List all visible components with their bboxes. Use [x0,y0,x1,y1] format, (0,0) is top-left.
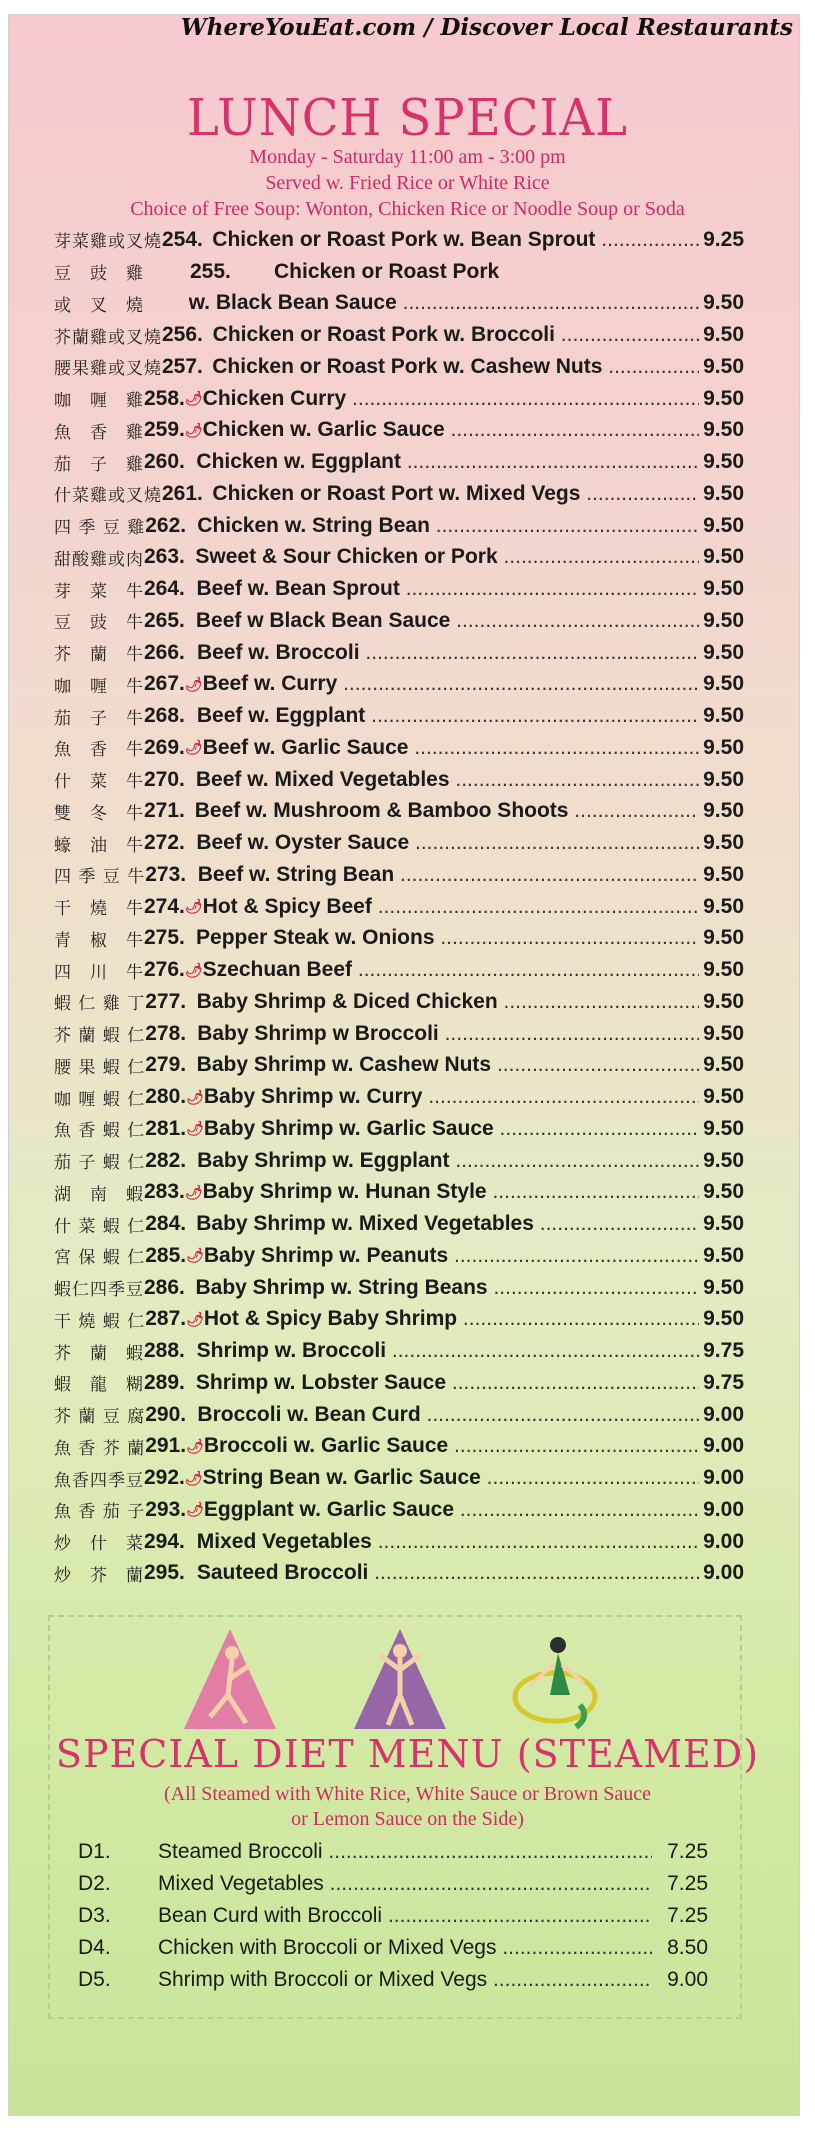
menu-item [54,1145,744,1177]
item-price: 9.50 [703,831,744,855]
item-price: 9.00 [703,1561,744,1585]
diet-item-name: Steamed Broccoli ..... [158,1840,652,1864]
diet-item-price: 7.25 [667,1840,708,1863]
menu-item [54,1240,744,1272]
menu-item [54,1113,744,1145]
diet-menu-item [78,1900,708,1932]
item-name: Chicken w. String Bean ..... [197,514,699,538]
item-chinese-name: 芽菜雞或叉燒 [54,232,162,253]
lunch-served: Served w. Fried Rice or White Rice [265,172,550,194]
item-number: 261. [162,481,203,505]
spicy-pepper-icon: 🌶 [186,1310,204,1327]
item-number: 273. [145,862,187,886]
item-price: 9.50 [703,799,744,823]
item-chinese-name: 蝦 仁 雞 丁 [54,994,146,1015]
item-number: 295. [144,1561,185,1585]
item-number: 258. [144,386,185,410]
menu-item [54,605,744,637]
item-chinese-name: 干 燒 蝦 仁 [54,1311,146,1332]
menu-item [54,415,744,447]
item-chinese-name: 芥蘭雞或叉燒 [54,327,162,348]
item-chinese-name: 干 燒 牛 [54,899,144,920]
spicy-pepper-icon: 🌶 [184,1183,203,1200]
item-number: 264. [144,577,185,601]
menu-item [54,351,744,383]
item-name: Baby Shrimp w. Mixed Vegetables ..... [196,1212,699,1236]
item-price: 9.50 [703,704,744,728]
item-price: 9.50 [703,386,744,410]
menu-item [54,1462,744,1494]
item-number: 294. [144,1529,185,1553]
menu-item [54,319,744,351]
item-chinese-name: 四 季 豆 雞 [54,518,146,539]
item-chinese-name: 什 菜 蝦 仁 [54,1216,146,1237]
item-name: Chicken Curry ..... [203,387,699,411]
item-number: 265. [144,608,185,632]
item-chinese-name: 炒 什 菜 [54,1534,144,1555]
item-chinese-name: 什 菜 牛 [54,772,144,793]
item-name: Mixed Vegetables ..... [197,1530,699,1554]
item-price: 9.50 [703,481,744,505]
menu-item [54,256,744,288]
item-price: 9.50 [703,513,744,537]
item-price: 9.50 [703,608,744,632]
spicy-pepper-icon: 🌶 [186,1437,204,1454]
diet-menu-item [78,1836,708,1868]
menu-item [54,1558,744,1590]
item-chinese-name: 茄 子 牛 [54,708,144,729]
item-number: 286. [144,1275,185,1299]
menu-item [54,1431,744,1463]
menu-item [54,764,744,796]
item-price: 9.50 [703,1275,744,1299]
diet-item-price: 7.25 [667,1872,708,1895]
item-price: 9.50 [703,418,744,442]
item-number: 282. [145,1148,187,1172]
menu-item [54,1304,744,1336]
item-name: Baby Shrimp w Broccoli ..... [197,1022,699,1046]
item-name: Eggplant w. Garlic Sauce ..... [204,1498,699,1522]
item-number: 270. [144,767,185,791]
menu-item [54,573,744,605]
item-chinese-name: 腰 果 蝦 仁 [54,1057,146,1078]
diet-menu-list [78,1836,708,1996]
item-name: Hot & Spicy Beef ..... [203,895,699,919]
spicy-pepper-icon: 🌶 [184,675,203,692]
item-number: 266. [144,640,185,664]
item-name: Sweet & Sour Chicken or Pork ..... [195,545,699,569]
lunch-soup: Choice of Free Soup: Wonton, Chicken Rice or Noodle Soup or Soda [130,198,685,220]
item-name: Pepper Steak w. Onions ..... [196,926,699,950]
item-number: 288. [144,1339,185,1363]
item-price: 9.50 [703,989,744,1013]
item-name: Shrimp w. Broccoli ..... [197,1339,700,1363]
item-number: 276. [144,958,185,982]
item-number: 268. [144,704,185,728]
diet-menu-item [78,1868,708,1900]
item-price: 9.50 [703,1053,744,1077]
item-number: 283. [144,1180,185,1204]
diet-item-code: D5. [78,1968,111,1991]
menu-item [54,1335,744,1367]
item-name: Beef w. Mushroom & Bamboo Shoots ..... [195,799,699,823]
item-price: 9.50 [703,767,744,791]
item-price: 9.50 [703,577,744,601]
spicy-pepper-icon: 🌶 [186,1120,204,1137]
diet-subtitle-2: or Lemon Sauce on the Side) [291,1808,524,1830]
item-name: w. Black Bean Sauce ..... [189,291,700,315]
item-number: 255. [190,259,231,283]
item-price: 9.50 [703,1212,744,1236]
menu-item [54,859,744,891]
item-name: Beef w. String Bean ..... [198,863,699,887]
item-chinese-name: 蝦仁四季豆 [54,1280,144,1301]
item-chinese-name: 咖 喱 雞 [54,391,144,412]
menu-item [54,1367,744,1399]
menu-item [54,478,744,510]
menu-item [54,1399,744,1431]
item-number: 259. [144,418,185,442]
lunch-hours: Monday - Saturday 11:00 am - 3:00 pm [249,146,566,168]
diet-item-code: D2. [78,1872,111,1895]
item-chinese-name: 芽 菜 牛 [54,581,144,602]
item-number: 289. [144,1370,185,1394]
item-price: 9.50 [703,354,744,378]
item-name: Hot & Spicy Baby Shrimp ..... [204,1307,699,1331]
item-price: 9.50 [703,640,744,664]
item-price: 9.50 [703,862,744,886]
dancer-figure-2 [350,1625,450,1735]
menu-item [54,1050,744,1082]
item-name: Beef w. Mixed Vegetables ..... [196,768,699,792]
item-name: Sauteed Broccoli ..... [197,1561,699,1585]
menu-item [54,288,744,320]
site-header: WhereYouEat.com / Discover Local Restaurants [180,14,793,41]
diet-menu-item [78,1964,708,1996]
item-number: 275. [144,926,185,950]
item-name: Beef w. Oyster Sauce ..... [196,831,699,855]
item-name: Baby Shrimp w. Cashew Nuts ..... [197,1053,699,1077]
item-chinese-name: 芥 蘭 豆 腐 [54,1407,146,1428]
item-number: 287. [145,1307,187,1331]
menu-item [54,1018,744,1050]
menu-item [54,637,744,669]
item-number: 290. [145,1402,187,1426]
item-price: 9.50 [703,545,744,569]
lunch-title: LUNCH SPECIAL [187,88,628,148]
item-chinese-name: 青 椒 牛 [54,930,144,951]
item-chinese-name: 茄 子 雞 [54,454,144,475]
item-chinese-name: 甜酸雞或肉 [54,549,144,570]
item-name: Broccoli w. Garlic Sauce ..... [204,1434,699,1458]
item-number: 262. [145,513,187,537]
diet-item-code: D3. [78,1904,111,1927]
spicy-pepper-icon: 🌶 [186,1501,204,1518]
item-name: Szechuan Beef ..... [203,958,699,982]
menu-item [54,1494,744,1526]
item-name: Chicken or Roast Port w. Mixed Vegs ..... [212,482,699,506]
menu-item [54,1272,744,1304]
item-price: 9.50 [703,926,744,950]
item-chinese-name: 魚 香 茄 子 [54,1502,146,1523]
item-number: 254. [162,227,203,251]
diet-item-name: Chicken with Broccoli or Mixed Vegs ..... [158,1936,652,1960]
item-chinese-name: 魚 香 雞 [54,422,144,443]
item-name: Chicken or Roast Pork w. Bean Sprout ..... [212,228,699,252]
diet-item-price: 7.25 [667,1904,708,1927]
item-chinese-name: 芥 蘭 牛 [54,645,144,666]
item-number: 271. [144,799,185,823]
item-number: 279. [145,1053,187,1077]
diet-menu-item [78,1932,708,1964]
item-number: 285. [145,1243,187,1267]
item-number: 293. [145,1497,187,1521]
item-price: 9.50 [703,735,744,759]
spicy-pepper-icon: 🌶 [184,739,203,756]
item-chinese-name: 四 川 牛 [54,962,144,983]
item-chinese-name: 什菜雞或叉燒 [54,486,162,507]
item-name: Baby Shrimp w. Garlic Sauce ..... [204,1117,699,1141]
item-number: 274. [144,894,185,918]
item-name: Shrimp w. Lobster Sauce ..... [196,1371,699,1395]
dancer-figure-1 [180,1625,280,1735]
item-chinese-name: 茄 子 蝦 仁 [54,1153,146,1174]
item-name: Beef w. Eggplant ..... [197,704,699,728]
spicy-pepper-icon: 🌶 [186,1088,204,1105]
item-number: 272. [144,831,185,855]
item-number: 256. [162,323,203,347]
item-name: Beef w. Bean Sprout ..... [196,577,699,601]
item-number: 260. [144,450,185,474]
item-name: Beef w. Garlic Sauce ..... [203,736,699,760]
diet-title: SPECIAL DIET MENU (STEAMED) [55,1732,760,1776]
diet-item-name: Mixed Vegetables ..... [158,1872,652,1896]
item-chinese-name: 蠔 油 牛 [54,835,144,856]
menu-item [54,510,744,542]
item-chinese-name: 豆 豉 牛 [54,613,144,634]
item-name: Chicken w. Garlic Sauce ..... [203,418,699,442]
item-price: 9.00 [703,1434,744,1458]
item-name: Chicken w. Eggplant ..... [196,450,699,474]
item-chinese-name: 咖 喱 牛 [54,676,144,697]
menu-item [54,891,744,923]
dancer-figure-3 [500,1625,610,1735]
item-price: 9.75 [703,1370,744,1394]
menu-item [54,224,744,256]
diet-item-code: D1. [78,1840,111,1863]
item-name: Beef w. Curry ..... [203,672,699,696]
menu-item [54,1081,744,1113]
item-name: String Bean w. Garlic Sauce ..... [203,1466,699,1490]
item-price: 9.00 [703,1402,744,1426]
item-number: 257. [162,354,203,378]
item-name: Baby Shrimp & Diced Chicken ..... [197,990,700,1014]
item-price: 9.00 [703,1529,744,1553]
spicy-pepper-icon: 🌶 [184,898,203,915]
item-name: Beef w. Broccoli ..... [197,641,699,665]
item-chinese-name: 宮 保 蝦 仁 [54,1248,146,1269]
menu-item [54,923,744,955]
item-chinese-name: 炒 芥 蘭 [54,1565,144,1586]
item-number: 281. [145,1116,187,1140]
item-price: 9.50 [703,894,744,918]
spicy-pepper-icon: 🌶 [186,1247,204,1264]
menu-item [54,954,744,986]
item-number: 284. [145,1212,187,1236]
item-name: Baby Shrimp w. Eggplant ..... [197,1149,699,1173]
item-name: Chicken or Roast Pork [274,259,500,283]
menu-item [54,383,744,415]
item-number: 269. [144,735,185,759]
item-price: 9.50 [703,1307,744,1331]
menu-item [54,1177,744,1209]
menu-item [54,1526,744,1558]
item-chinese-name: 豆 豉 雞 [54,264,144,285]
item-chinese-name: 芥 蘭 蝦 [54,1343,144,1364]
item-price: 9.50 [703,291,744,315]
spicy-pepper-icon: 🌶 [184,1469,203,1486]
item-name: Beef w Black Bean Sauce ..... [196,609,699,633]
item-price: 9.50 [703,958,744,982]
item-chinese-name: 蝦 龍 糊 [54,1375,144,1396]
menu-item [54,700,744,732]
item-price: 9.50 [703,1021,744,1045]
item-number: 291. [145,1434,187,1458]
menu-item [54,796,744,828]
item-chinese-name: 湖 南 蝦 [54,1184,144,1205]
item-name: Baby Shrimp w. Curry ..... [204,1085,699,1109]
menu-item [54,732,744,764]
item-chinese-name: 四 季 豆 牛 [54,867,146,888]
item-chinese-name: 魚 香 牛 [54,740,144,761]
item-price: 9.50 [703,450,744,474]
menu-item [54,446,744,478]
item-name: Chicken or Roast Pork w. Broccoli ..... [213,323,699,347]
menu-item [54,542,744,574]
item-price: 9.25 [703,227,744,251]
item-name: Baby Shrimp w. Hunan Style ..... [203,1180,699,1204]
item-number: 280. [145,1085,187,1109]
menu-item [54,827,744,859]
diet-item-price: 9.00 [667,1968,708,1991]
item-chinese-name: 腰果雞或叉燒 [54,359,162,380]
item-price: 9.00 [703,1497,744,1521]
lunch-menu-list [54,224,744,1589]
item-chinese-name: 魚 香 芥 蘭 [54,1438,146,1459]
item-number: 292. [144,1466,185,1490]
diet-item-name: Shrimp with Broccoli or Mixed Vegs ..... [158,1968,652,1992]
diet-item-name: Bean Curd with Broccoli ..... [158,1904,652,1928]
item-name: Baby Shrimp w. String Beans ..... [195,1276,699,1300]
spicy-pepper-icon: 🌶 [184,421,203,438]
item-chinese-name: 魚香四季豆 [54,1470,144,1491]
item-price: 9.50 [703,323,744,347]
menu-item [54,669,744,701]
item-number: 278. [145,1021,187,1045]
item-name: Chicken or Roast Pork w. Cashew Nuts ..... [212,355,699,379]
item-name: Baby Shrimp w. Peanuts ..... [204,1244,699,1268]
item-number: 263. [144,545,185,569]
item-chinese-name: 咖 喱 蝦 仁 [54,1089,146,1110]
item-chinese-name: 芥 蘭 蝦 仁 [54,1026,146,1047]
item-chinese-name: 魚 香 蝦 仁 [54,1121,146,1142]
diet-item-price: 8.50 [667,1936,708,1959]
item-price: 9.50 [703,1116,744,1140]
item-price: 9.75 [703,1339,744,1363]
item-number: 277. [145,989,187,1013]
item-chinese-name: 或 叉 燒 [54,295,144,316]
diet-subtitle-1: (All Steamed with White Rice, White Sauce or Brown Sauce [164,1783,651,1805]
menu-item [54,1208,744,1240]
item-chinese-name: 雙 冬 牛 [54,803,144,824]
diet-item-code: D4. [78,1936,111,1959]
menu-item [54,986,744,1018]
item-price: 9.50 [703,1085,744,1109]
spicy-pepper-icon: 🌶 [184,961,203,978]
spicy-pepper-icon: 🌶 [184,390,203,407]
item-price: 9.00 [703,1466,744,1490]
item-price: 9.50 [703,1148,744,1172]
item-price: 9.50 [703,672,744,696]
item-name: Broccoli w. Bean Curd ..... [197,1403,699,1427]
item-price: 9.50 [703,1180,744,1204]
item-price: 9.50 [703,1243,744,1267]
item-number: 267. [144,672,185,696]
